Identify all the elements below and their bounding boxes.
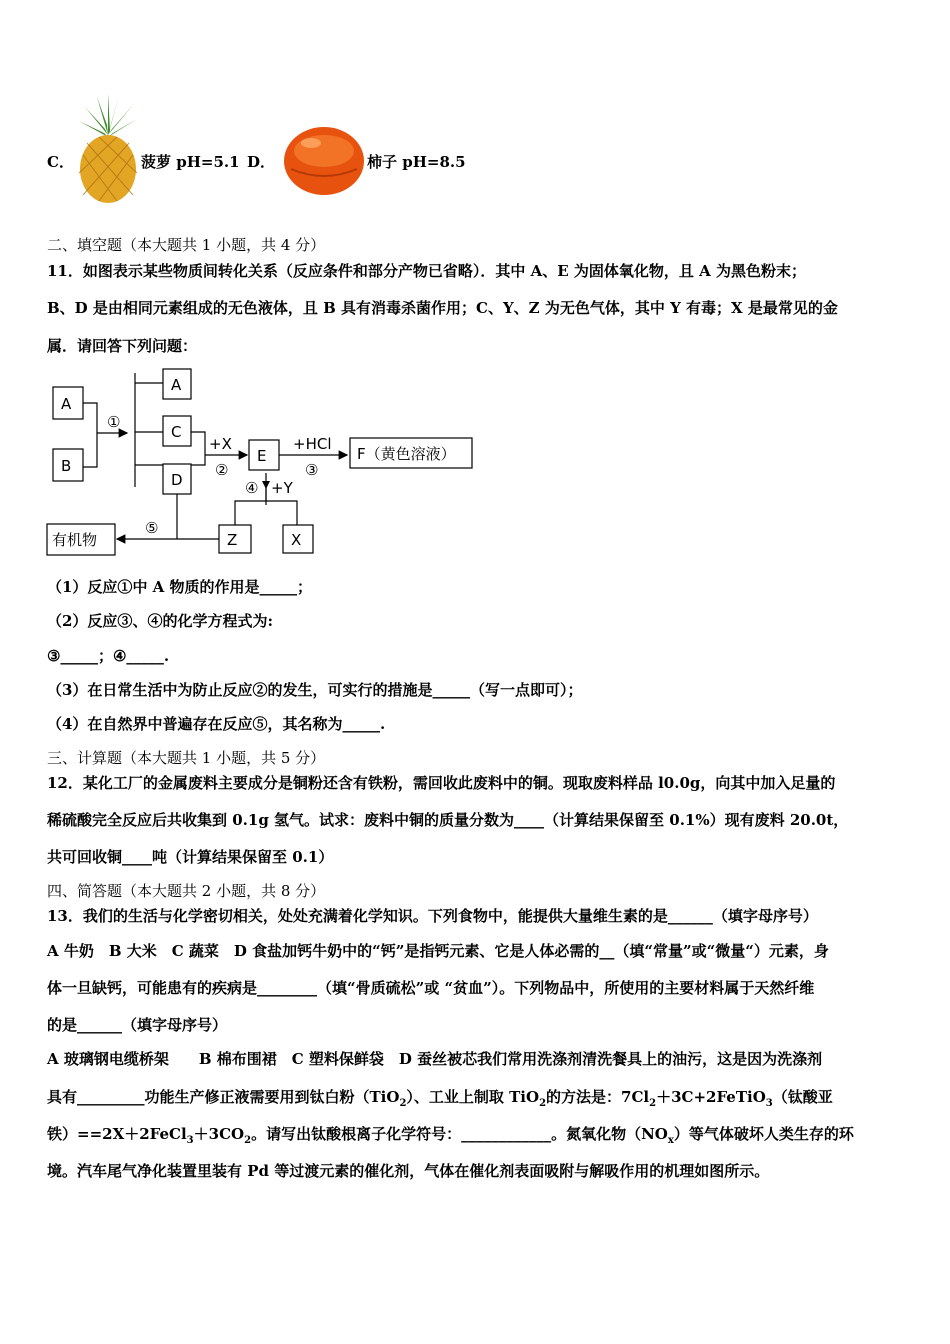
node-c: C	[171, 423, 182, 441]
plus-x-label: +X	[209, 435, 232, 453]
pineapple-icon	[77, 95, 139, 203]
persimmon-icon	[281, 121, 367, 197]
node-e: E	[257, 447, 267, 465]
node-f: F（黄色溶液）	[357, 445, 456, 463]
step-3-label: ③	[305, 461, 319, 479]
q11-part-3: （3）在日常生活中为防止反应②的发生，可实行的措施是_____（写一点即可）；	[47, 681, 583, 699]
section-4-heading: 四、简答题（本大题共 2 小题，共 8 分）	[47, 882, 326, 900]
q13-line-7-part-d: ）等气体破坏人类生存的环	[673, 1125, 854, 1143]
node-organic: 有机物	[52, 531, 98, 549]
q13-text-line-2: A 牛奶 B 大米 C 蔬菜 D 食盐加钙牛奶中的“钙”是指钙元素、它是人体必需的__（填“常量”或“微量“）元素，身	[47, 942, 829, 960]
node-a-top: A	[171, 376, 182, 394]
q13-text-line-8: 境。汽车尾气净化装置里装有 Pd 等过渡元素的催化剂，气体在催化剂表面吸附与解吸作用的机理如图所示。	[47, 1162, 770, 1180]
q13-line-7-part-c: 。请写出钛酸根离子化学符号：____________。氮氧化物（NO	[251, 1125, 668, 1143]
q13-text-line-4: 的是______（填字母序号）	[47, 1016, 228, 1034]
q13-line-6-part-c: 的方法是：7Cl	[546, 1088, 650, 1106]
plus-hcl-label: +HCl	[293, 435, 332, 453]
q11-part-1: （1）反应①中 A 物质的作用是_____；	[47, 578, 313, 596]
option-d-letter: D．	[247, 153, 276, 171]
subscript: 3	[186, 1135, 194, 1146]
q13-text-line-6	[47, 1087, 833, 1107]
q11-text-line-2: B、D 是由相同元素组成的无色液体，且 B 具有消毒杀菌作用；C、Y、Z 为无色气体，其中 Y 有毒；X 是最常见的金	[47, 299, 838, 317]
reaction-diagram	[45, 365, 475, 560]
step-1-label: ①	[107, 413, 121, 431]
step-2-label: ②	[215, 461, 229, 479]
node-a-left: A	[61, 395, 72, 413]
q11-part-2: （2）反应③、④的化学方程式为:	[47, 612, 273, 630]
subscript: 2	[399, 1098, 407, 1109]
q13-text-line-7	[47, 1124, 854, 1144]
node-x: X	[291, 531, 302, 549]
q13-line-7-part-b: ＋3CO	[193, 1125, 245, 1143]
q11-part-2-blanks: ③_____；④_____.	[47, 647, 170, 665]
q11-text-line-1: 11．如图表示某些物质间转化关系（反应条件和部分产物已省略）．其中 A、E 为固体氧化物，且 A 为黑色粉末；	[47, 262, 806, 280]
q13-text-line-5: A 玻璃钢电缆桥架 B 棉布围裙 C 塑料保鲜袋 D 蚕丝被芯我们常用洗涤剂清洗餐具上的油污，这是因为洗涤剂	[47, 1050, 823, 1068]
q11-part-4: （4）在自然界中普遍存在反应⑤，其名称为_____.	[47, 715, 386, 733]
node-b: B	[61, 457, 72, 475]
node-d: D	[171, 471, 183, 489]
q13-line-6-part-d: ＋3C+2FeTiO	[656, 1088, 766, 1106]
options-row	[47, 95, 547, 205]
q13-line-7-part-a: 铁）==2X＋2FeCl	[47, 1125, 187, 1143]
subscript: 2	[244, 1135, 252, 1146]
plus-y-label: +Y	[271, 479, 293, 497]
q12-text-line-2: 稀硫酸完全反应后共收集到 0.1g 氢气。试求：废料中铜的质量分数为____（计算结果保留至 0.1%）现有废料 20.0t，	[47, 811, 849, 829]
option-d-text: 柿子 pH=8.5	[367, 153, 466, 171]
q11-text-line-3: 属．请回答下列问题：	[47, 337, 198, 355]
q13-text-line-3: 体一旦缺钙，可能患有的疾病是________（填“骨质硫松”或 “贫血”）。下列物品中，所使用的主要材料属于天然纤维	[47, 979, 815, 997]
q12-text-line-3: 共可回收铜____吨（计算结果保留至 0.1）	[47, 848, 334, 866]
subscript: x	[667, 1135, 674, 1146]
step-4-label: ④	[245, 479, 259, 497]
section-2-heading: 二、填空题（本大题共 1 小题，共 4 分）	[47, 236, 326, 254]
option-c-text: 菠萝 pH=5.1	[141, 153, 240, 171]
subscript: 2	[539, 1098, 547, 1109]
q13-line-6-part-a: 具有_________功能生产修正液需要用到钛白粉（TiO	[47, 1088, 400, 1106]
option-c-letter: C．	[47, 153, 74, 171]
section-3-heading: 三、计算题（本大题共 1 小题，共 5 分）	[47, 749, 326, 767]
q13-line-6-part-e: （钛酸亚	[772, 1088, 833, 1106]
step-5-label: ⑤	[145, 519, 159, 537]
subscript: 3	[765, 1098, 773, 1109]
node-z: Z	[227, 531, 238, 549]
q13-text-line-1: 13．我们的生活与化学密切相关，处处充满着化学知识。下列食物中，能提供大量维生素的是______（填字母序号）	[47, 907, 818, 925]
q13-line-6-part-b: ）、工业上制取 TiO	[406, 1088, 540, 1106]
q12-text-line-1: 12．某化工厂的金属废料主要成分是铜粉还含有铁粉，需回收此废料中的铜。现取废料样品 l0.0g，向其中加入足量的	[47, 774, 836, 792]
subscript: 2	[649, 1098, 657, 1109]
